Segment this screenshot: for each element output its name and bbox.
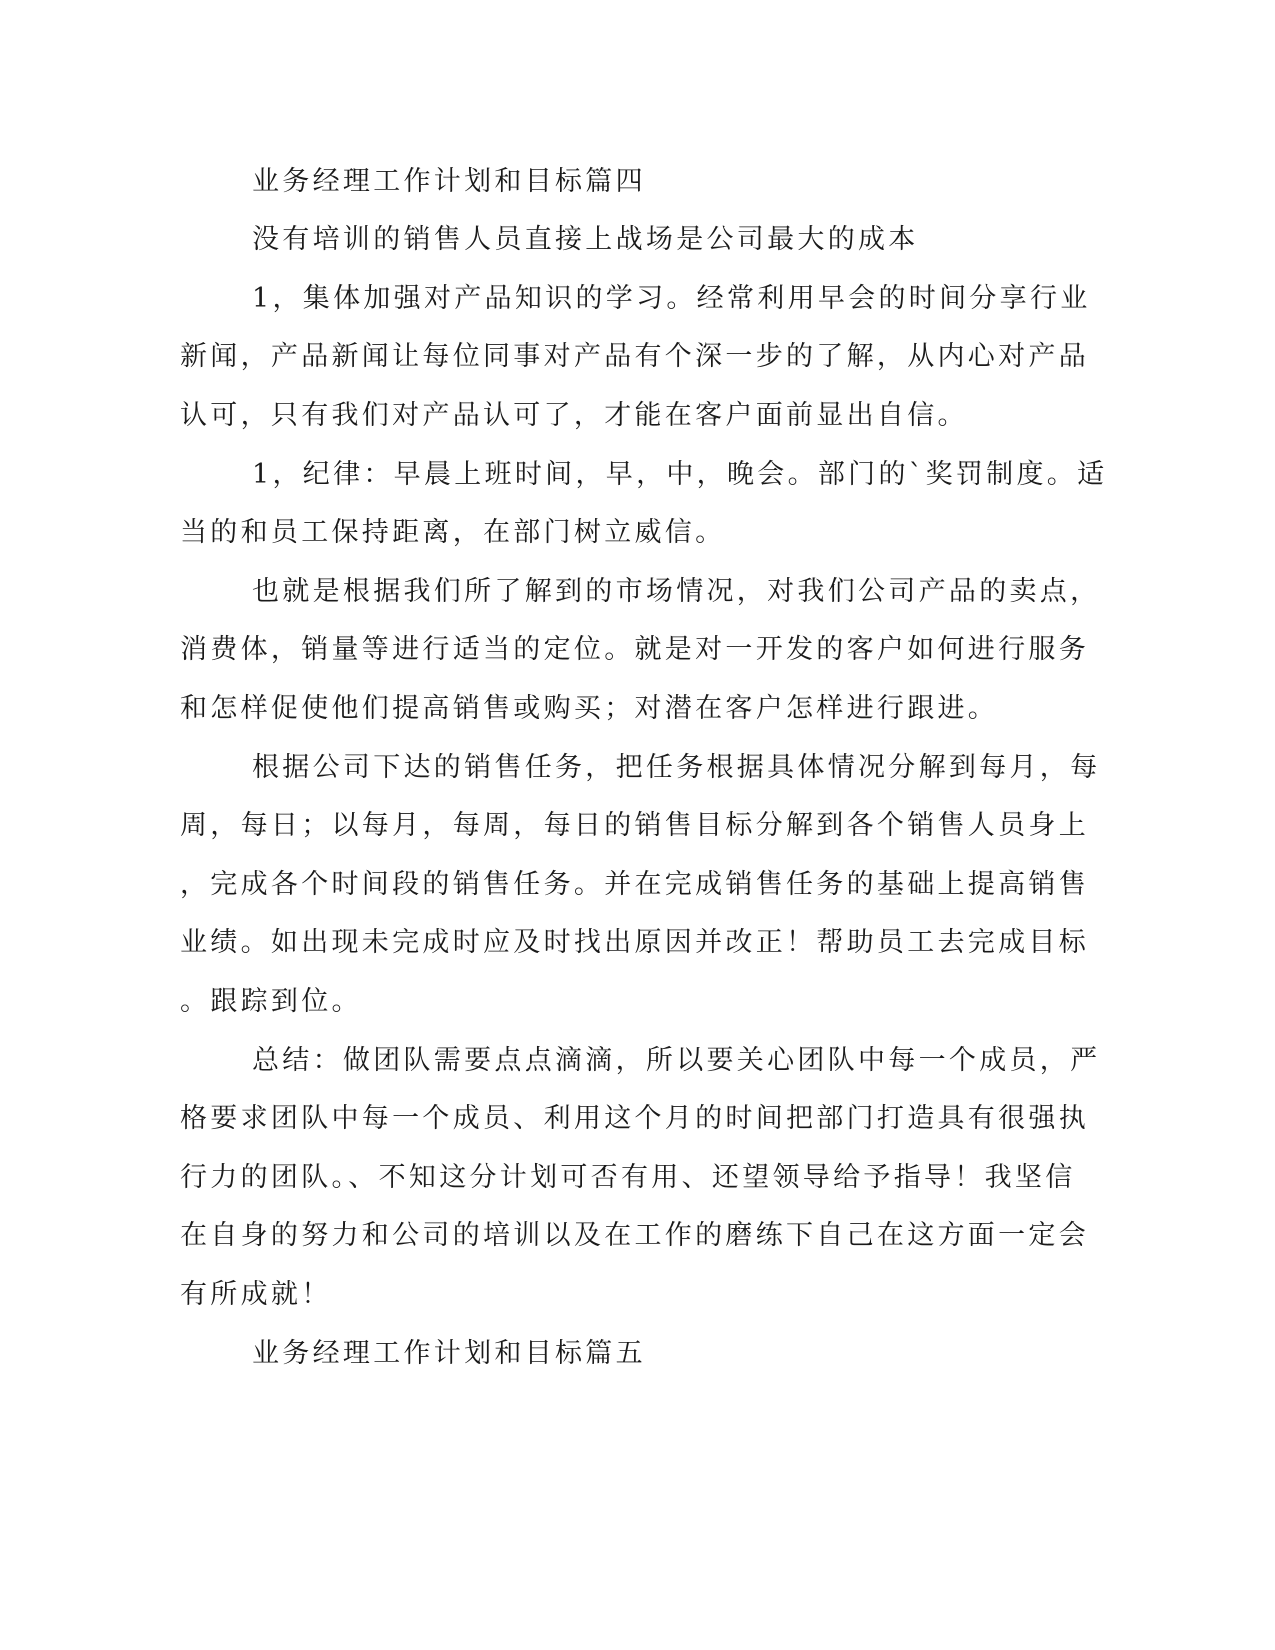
paragraph-line: 格要求团队中每一个成员、利用这个月的时间把部门打造具有很强执	[180, 1103, 1089, 1134]
paragraph-line: 1，集体加强对产品知识的学习。经常利用早会的时间分享行业	[252, 283, 1091, 314]
paragraph-line: 根据公司下达的销售任务，把任务根据具体情况分解到每月，每	[252, 752, 1101, 783]
paragraph-line: 消费体，销量等进行适当的定位。就是对一开发的客户如何进行服务	[180, 634, 1089, 665]
paragraph-line: 和怎样促使他们提高销售或购买；对潜在客户怎样进行跟进。	[180, 693, 999, 724]
paragraph-line: 认可，只有我们对产品认可了，才能在客户面前显出自信。	[180, 400, 968, 431]
paragraph-line: ，完成各个时间段的销售任务。并在完成销售任务的基础上提高销售	[180, 869, 1089, 900]
paragraph-line: 周，每日；以每月，每周，每日的销售目标分解到各个销售人员身上	[180, 810, 1089, 841]
intro-line: 没有培训的销售人员直接上战场是公司最大的成本	[252, 224, 919, 255]
paragraph-line: 。跟踪到位。	[180, 986, 362, 1017]
paragraph-line: 新闻，产品新闻让每位同事对产品有个深一步的了解，从内心对产品	[180, 341, 1089, 372]
section-heading-5: 业务经理工作计划和目标篇五	[252, 1338, 646, 1369]
paragraph-line: 也就是根据我们所了解到的市场情况，对我们公司产品的卖点，	[252, 576, 1101, 607]
paragraph-line: 业绩。如出现未完成时应及时找出原因并改正！帮助员工去完成目标	[180, 927, 1089, 958]
paragraph-line: 行力的团队。、不知这分计划可否有用、还望领导给予指导！我坚信	[180, 1162, 1076, 1193]
paragraph-line: 当的和员工保持距离，在部门树立威信。	[180, 517, 726, 548]
section-heading-4: 业务经理工作计划和目标篇四	[252, 166, 646, 197]
paragraph-line: 1，纪律：早晨上班时间，早，中，晚会。部门的`奖罚制度。适	[252, 459, 1108, 490]
paragraph-line: 有所成就！	[180, 1279, 332, 1310]
paragraph-line: 在自身的努力和公司的培训以及在工作的磨练下自己在这方面一定会	[180, 1220, 1089, 1251]
paragraph-line: 总结：做团队需要点点滴滴，所以要关心团队中每一个成员，严	[252, 1045, 1101, 1076]
